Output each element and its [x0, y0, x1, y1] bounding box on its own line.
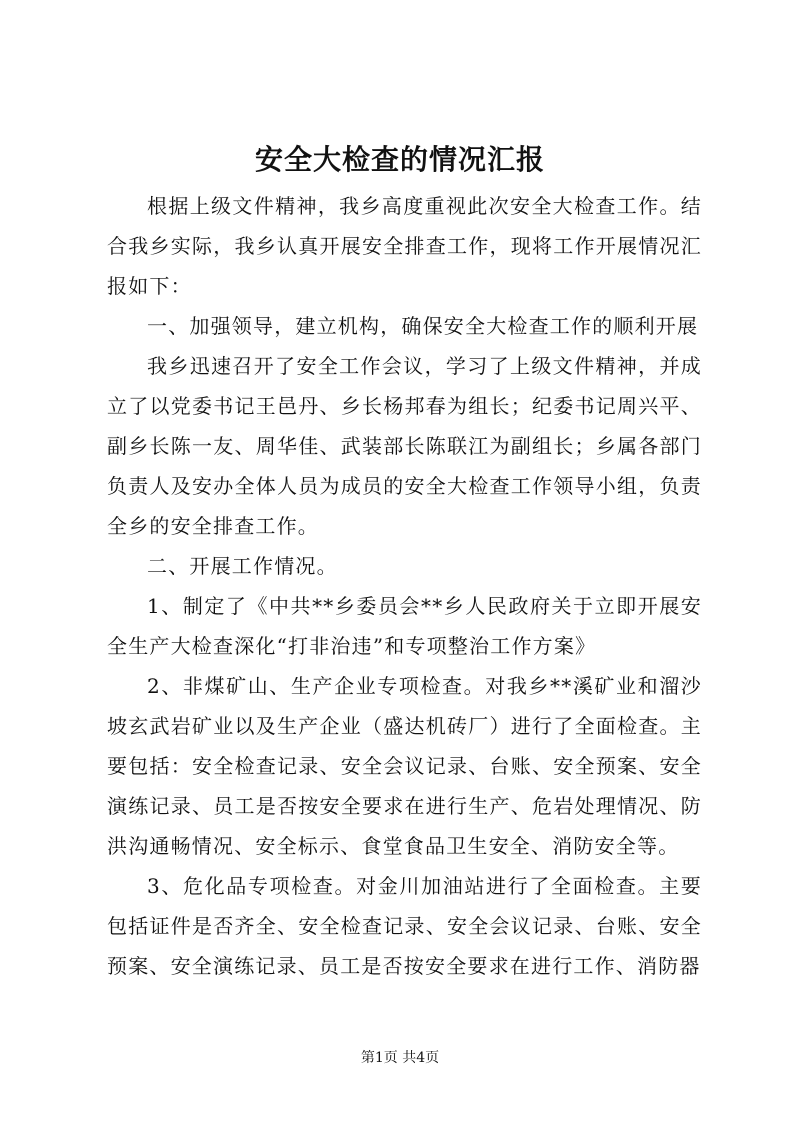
paragraph-item-3: 3、危化品专项检查。对金川加油站进行了全面检查。主要包括证件是否齐全、安全检查记录、安全会议记录、台账、安全预案、安全演练记录、员工是否按安全要求在进行工作、消防器	[107, 874, 702, 978]
section-heading-2: 二、开展工作情况。	[147, 554, 338, 578]
paragraph-item-1: 1、制定了《中共**乡委员会**乡人民政府关于立即开展安全生产大检查深化“打非治违”和专项整治工作方案》	[107, 594, 702, 658]
page-number-footer: 第1页 共4页	[360, 1050, 440, 1066]
paragraph-intro: 根据上级文件精神，我乡高度重视此次安全大检查工作。结合我乡实际，我乡认真开展安全排查工作，现将工作开展情况汇报如下：	[107, 194, 702, 298]
document-title: 安全大检查的情况汇报	[254, 143, 545, 176]
section-heading-1: 一、加强领导，建立机构，确保安全大检查工作的顺利开展	[147, 314, 699, 338]
paragraph-item-2: 2、非煤矿山、生产企业专项检查。对我乡**溪矿业和溜沙坡玄武岩矿业以及生产企业（盛达机砖厂）进行了全面检查。主要包括：安全检查记录、安全会议记录、台账、安全预案、安全演练记录、员工是否按安全要求在进行生产、危岩处理情况、防洪沟通畅情况、安全标示、食堂食品卫生安全、消防安全等。	[107, 674, 702, 858]
paragraph-leadership: 我乡迅速召开了安全工作会议，学习了上级文件精神，并成立了以党委书记王邑丹、乡长杨邦春为组长；纪委书记周兴平、副乡长陈一友、周华佳、武装部长陈联江为副组长；乡属各部门负责人及安办全体人员为成员的安全大检查工作领导小组，负责全乡的安全排查工作。	[107, 354, 702, 538]
document-body	[107, 186, 702, 986]
